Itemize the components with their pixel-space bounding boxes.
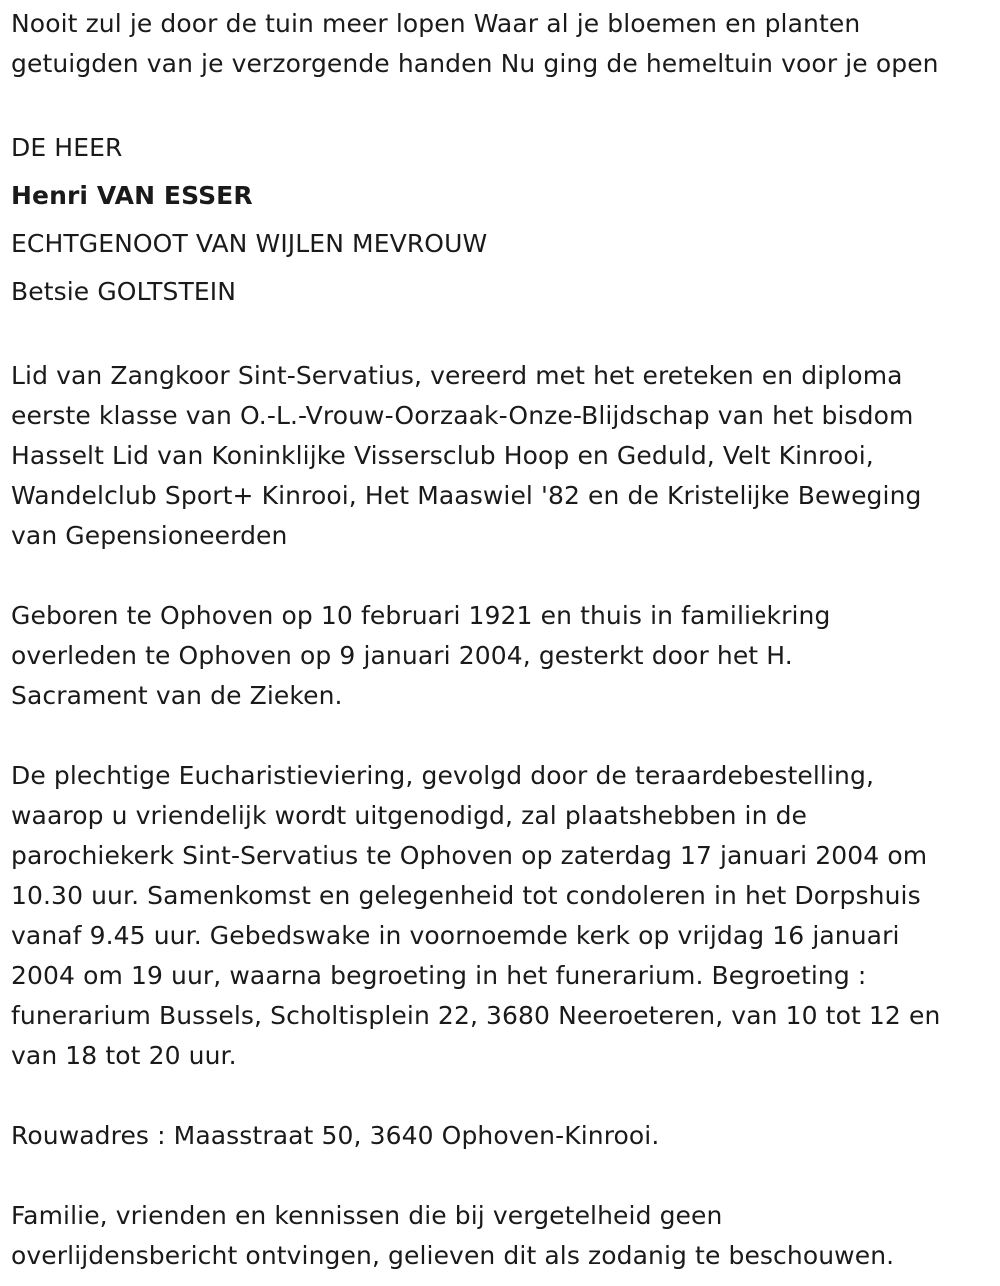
paragraph-line: Hasselt Lid van Koninklijke Vissersclub Hoop en Geduld, Velt Kinrooi, <box>11 441 874 470</box>
spacer <box>11 556 996 596</box>
poem-line: getuigden van je verzorgende handen Nu ging de hemeltuin voor je open <box>11 49 939 78</box>
spacer <box>11 716 996 756</box>
paragraph-line: 2004 om 19 uur, waarna begroeting in het funerarium. Begroeting : <box>11 961 867 990</box>
poem <box>11 4 996 84</box>
paragraph-line: eerste klasse van O.-L.-Vrouw-Oorzaak-Onze-Blijdschap van het bisdom <box>11 401 914 430</box>
deceased-name: Henri VAN ESSER <box>11 181 253 210</box>
paragraph-line: 10.30 uur. Samenkomst en gelegenheid tot condoleren in het Dorpshuis <box>11 881 921 910</box>
paragraph-line: funerarium Bussels, Scholtisplein 22, 3680 Neeroeteren, van 10 tot 12 en <box>11 1001 941 1030</box>
spacer <box>11 1156 996 1196</box>
paragraph-line: Geboren te Ophoven op 10 februari 1921 en thuis in familiekring <box>11 601 831 630</box>
paragraph-line: van 18 tot 20 uur. <box>11 1041 237 1070</box>
closing-paragraph <box>11 1196 996 1276</box>
paragraph-line: Lid van Zangkoor Sint-Servatius, vereerd met het ereteken en diploma <box>11 361 903 390</box>
birth-death-paragraph <box>11 596 996 716</box>
spacer <box>11 316 996 356</box>
spacer <box>11 84 996 124</box>
paragraph-line: overleden te Ophoven op 9 januari 2004, gesterkt door het H. <box>11 641 793 670</box>
paragraph-line: overlijdensbericht ontvingen, gelieven dit als zodanig te beschouwen. <box>11 1241 895 1270</box>
title: DE HEER <box>11 133 123 162</box>
memberships-paragraph <box>11 356 996 556</box>
paragraph-line: waarop u vriendelijk wordt uitgenodigd, zal plaatshebben in de <box>11 801 808 830</box>
paragraph-line: Familie, vrienden en kennissen die bij vergetelheid geen <box>11 1201 723 1230</box>
paragraph-line: Wandelclub Sport+ Kinrooi, Het Maaswiel '82 en de Kristelijke Beweging <box>11 481 922 510</box>
paragraph-line: vanaf 9.45 uur. Gebedswake in voornoemde kerk op vrijdag 16 januari <box>11 921 900 950</box>
address-paragraph <box>11 1116 996 1156</box>
paragraph-line: parochiekerk Sint-Servatius te Ophoven op zaterdag 17 januari 2004 om <box>11 841 928 870</box>
spacer <box>11 1076 996 1116</box>
paragraph-line: Sacrament van de Zieken. <box>11 681 343 710</box>
relation: ECHTGENOOT VAN WIJLEN MEVROUW <box>11 229 488 258</box>
paragraph-line: van Gepensioneerden <box>11 521 288 550</box>
mourning-address: Rouwadres : Maasstraat 50, 3640 Ophoven-Kinrooi. <box>11 1121 660 1150</box>
spouse-name: Betsie GOLTSTEIN <box>11 277 237 306</box>
paragraph-line: De plechtige Eucharistieviering, gevolgd door de teraardebestelling, <box>11 761 874 790</box>
ceremony-paragraph <box>11 756 996 1076</box>
deceased-header <box>11 124 996 316</box>
poem-line: Nooit zul je door de tuin meer lopen Waar al je bloemen en planten <box>11 9 861 38</box>
obituary-notice <box>11 4 996 1276</box>
